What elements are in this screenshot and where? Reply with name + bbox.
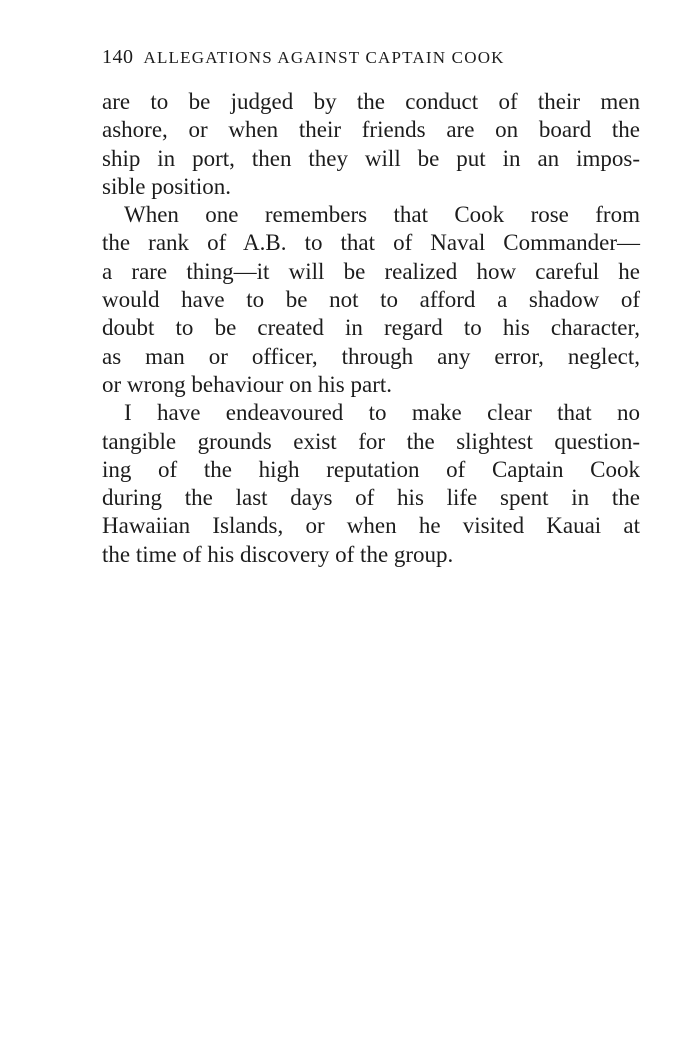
text-line: as man or officer, through any error, neglect, — [102, 343, 640, 369]
text-line: the time of his discovery of the group. — [102, 541, 454, 567]
text-line: doubt to be created in regard to his character, — [102, 315, 640, 341]
text-line: sible position. — [102, 173, 232, 199]
text-line: ship in port, then they will be put in an impos- — [102, 145, 640, 171]
text-line: ashore, or when their friends are on board the — [102, 117, 640, 143]
text-line: tangible grounds exist for the slightest question- — [102, 428, 640, 454]
running-header — [102, 44, 642, 70]
text-line: are to be judged by the conduct of their men — [102, 89, 640, 114]
text-line: I have endeavoured to make clear that no — [124, 400, 640, 426]
page-number: 140 — [102, 46, 134, 68]
text-line: When one remembers that Cook rose from — [124, 202, 640, 228]
text-line: ing of the high reputation of Captain Cook — [102, 456, 640, 482]
text-line: a rare thing—it will be realized how careful he — [102, 258, 640, 284]
text-line: would have to be not to afford a shadow of — [102, 287, 640, 313]
text-line: during the last days of his life spent in the — [102, 485, 640, 511]
running-title: ALLEGATIONS AGAINST CAPTAIN COOK — [143, 48, 505, 67]
text-line: the rank of A.B. to that of Naval Commander— — [102, 230, 640, 256]
body-text — [102, 88, 640, 569]
text-line: or wrong behaviour on his part. — [102, 371, 392, 397]
text-line: Hawaiian Islands, or when he visited Kauai at — [102, 513, 640, 539]
